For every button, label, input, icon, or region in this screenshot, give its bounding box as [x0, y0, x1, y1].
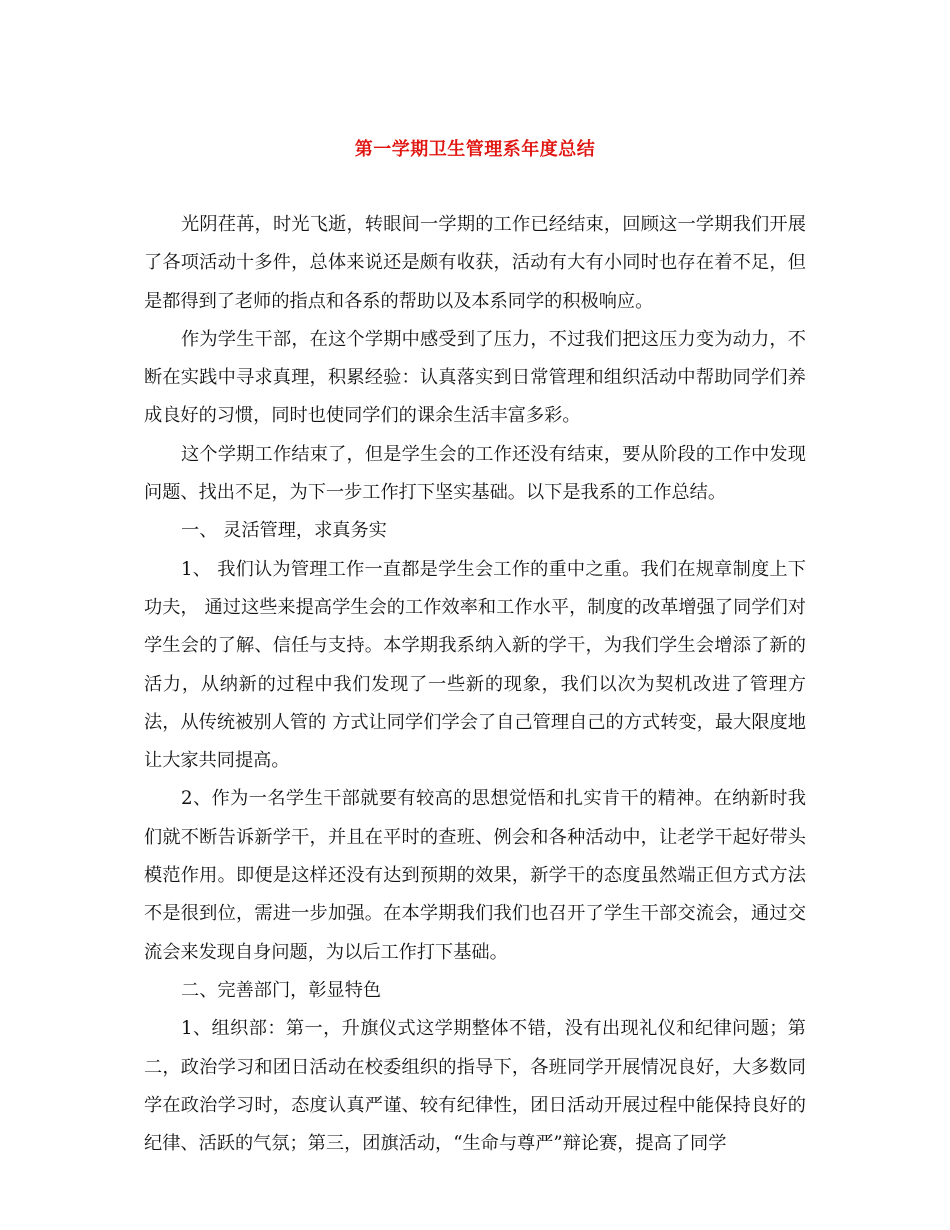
paragraph-organization-dept: 1、组织部：第一，升旗仪式这学期整体不错，没有出现礼仪和纪律问题；第二，政治学习和团日活动在校委组织的指导下，各班同学开展情况良好，大多数同学在政治学习时，态度认真严谨、较有纪律性，团日活动开展过程中能保持良好的纪律、活跃的气氛；第三，团旗活动，“生命与尊严”辩论赛，提高了同学	[144, 1018, 806, 1155]
paragraph-management-2: 2、作为一名学生干部就要有较高的思想觉悟和扎实肯干的精神。在纳新时我们就不断告诉新学干，并且在平时的查班、例会和各种活动中，让老学干起好带头模范作用。即便是这样还没有达到预期的效果，新学干的态度虽然端正但方式方法不是很到位，需进一步加强。在本学期我们我们也召开了学生干部交流会，通过交流会来发现自身问题，为以后工作打下基础。	[144, 788, 806, 963]
section-heading-2: 二、完善部门，彰显特色	[181, 979, 382, 1001]
paragraph-pressure: 作为学生干部，在这个学期中感受到了压力，不过我们把这压力变为动力，不断在实践中寻求真理，积累经验：认真落实到日常管理和组织活动中帮助同学们养成良好的习惯，同时也使同学们的课余生活丰富多彩。	[144, 328, 806, 427]
paragraph-management-1: 1、 我们认为管理工作一直都是学生会工作的重中之重。我们在规章制度上下功夫， 通过这些来提高学生会的工作效率和工作水平，制度的改革增强了同学们对学生会的了解、信任与支持。本学期我系纳入新的学干，为我们学生会增添了新的活力，从纳新的过程中我们发现了一些新的现象，我们以次为契机改进了管理方法，从传统被别人管的 方式让同学们学会了自己管理自己的方式转变，最大限度地让大家共同提高。	[144, 558, 806, 772]
paragraph-semester-end: 这个学期工作结束了，但是学生会的工作还没有结束，要从阶段的工作中发现问题、找出不足，为下一步工作打下坚实基础。以下是我系的工作总结。	[144, 443, 806, 504]
section-heading-1: 一、 灵活管理，求真务实	[181, 520, 387, 542]
paragraph-intro: 光阴荏苒，时光飞逝，转眼间一学期的工作已经结束，回顾这一学期我们开展了各项活动十多件，总体来说还是颇有收获，活动有大有小同时也存在着不足，但是都得到了老师的指点和各系的帮助以及本系同学的积极响应。	[144, 214, 806, 312]
document-title: 第一学期卫生管理系年度总结	[354, 139, 596, 160]
document-body	[144, 206, 806, 1163]
